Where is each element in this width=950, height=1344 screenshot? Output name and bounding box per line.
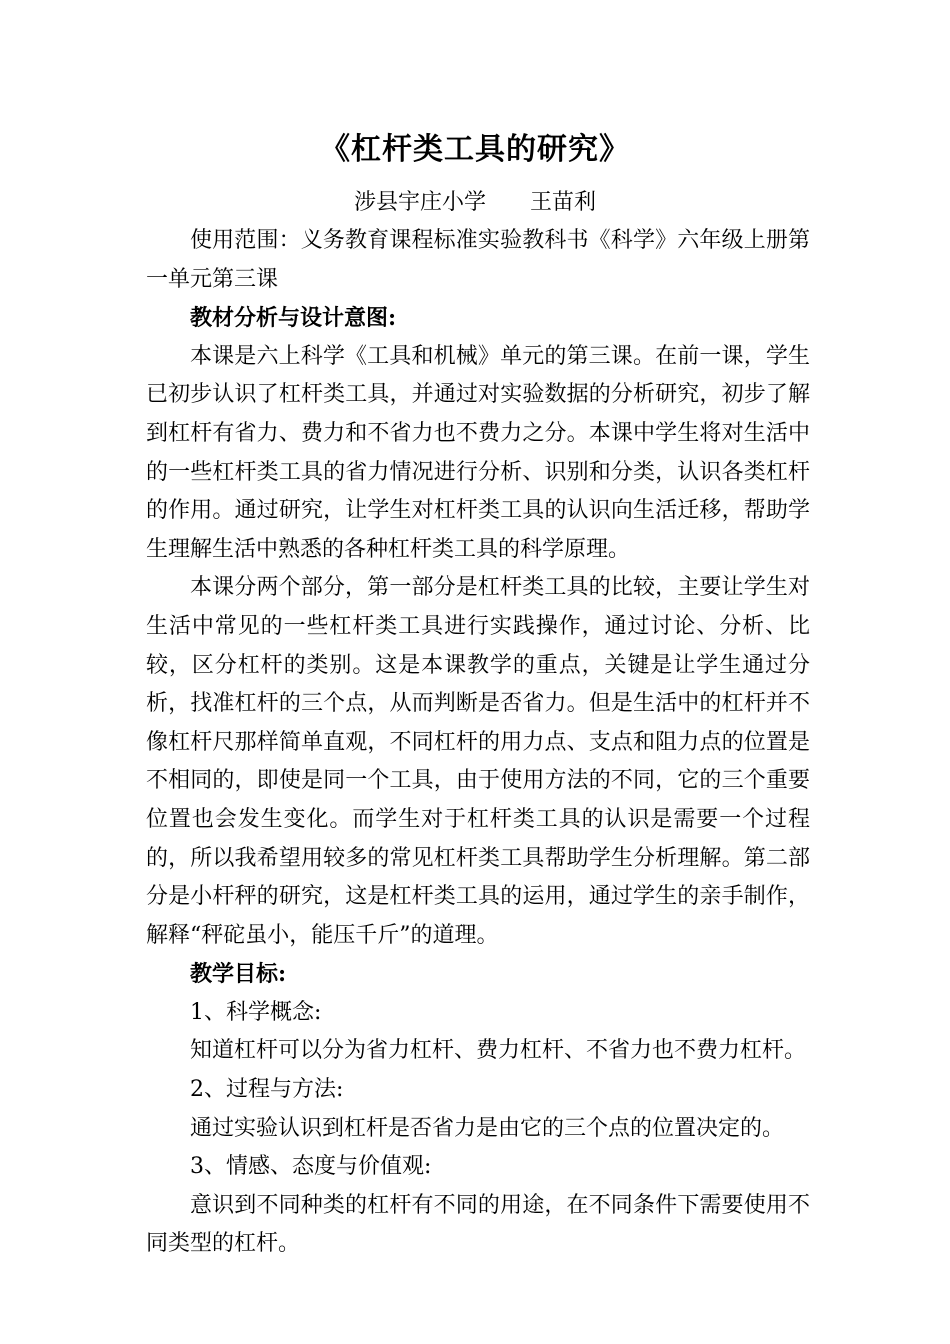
section-heading-analysis: 教材分析与设计意图: [190, 305, 397, 332]
usage-scope-paragraph: 使用范围：义务教育课程标准实验教科书《科学》六年级上册第一单元第三课 [146, 228, 810, 292]
section-heading-objectives: 教学目标: [190, 961, 287, 988]
author-name: 王苗利 [530, 190, 597, 215]
author-line [0, 186, 950, 220]
objective-2-heading: 2、过程与方法: [190, 1077, 344, 1103]
objective-1-text: 知道杠杆可以分为省力杠杆、费力杠杆、不省力也不费力杠杆。 [190, 1038, 807, 1064]
document-body [146, 222, 810, 1264]
analysis-paragraph-1: 本课是六上科学《工具和机械》单元的第三课。在前一课，学生已初步认识了杠杆类工具，并通过对实验数据的分析研究，初步了解到杠杆有省力、费力和不省力也不费力之分。本课中学生将对生活中的一些杠杆类工具的省力情况进行分析、识别和分类，认识各类杠杆的作用。通过研究，让学生对杠杆类工具的认识向生活迁移，帮助学生理解生活中熟悉的各种杠杆类工具的科学原理。 [146, 343, 810, 562]
objective-1-heading: 1、科学概念: [190, 999, 322, 1025]
document-title: 《杠杆类工具的研究》 [320, 132, 630, 167]
objective-2-text: 通过实验认识到杠杆是否省力是由它的三个点的位置决定的。 [190, 1115, 785, 1141]
school-name: 涉县宇庄小学 [353, 190, 486, 215]
analysis-paragraph-2: 本课分两个部分，第一部分是杠杆类工具的比较，主要让学生对生活中常见的一些杠杆类工具进行实践操作，通过讨论、分析、比较，区分杠杆的类别。这是本课教学的重点，关键是让学生通过分析，找准杠杆的三个点，从而判断是否省力。但是生活中的杠杆并不像杠杆尺那样简单直观，不同杠杆的用力点、支点和阻力点的位置是不相同的，即使是同一个工具，由于使用方法的不同，它的三个重要位置也会发生变化。而学生对于杠杆类工具的认识是需要一个过程的，所以我希望用较多的常见杠杆类工具帮助学生分析理解。第二部分是小杆秤的研究，这是杠杆类工具的运用，通过学生的亲手制作，解释“秤砣虽小，能压千斤”的道理。 [146, 575, 810, 948]
objective-3-text: 意识到不同种类的杠杆有不同的用途，在不同条件下需要使用不同类型的杠杆。 [146, 1192, 810, 1257]
objective-3-heading: 3、情感、态度与价值观: [190, 1154, 432, 1180]
